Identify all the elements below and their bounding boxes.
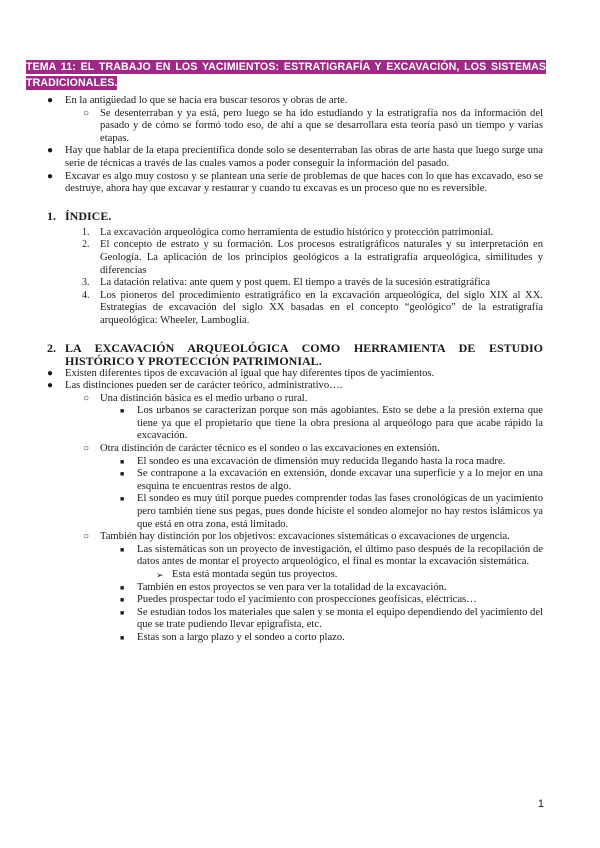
page-number: 1 — [537, 798, 544, 810]
list-item-text: Puedes prospectar todo el yacimiento con prospecciones geofísicas, eléctricas… — [137, 594, 477, 606]
index-item-text: El concepto de estrato y su formación. Los procesos estratigráficos naturales y su interpretación en Geología. La aplicación de los principios geológicos a la estratigrafía arqueológica, similitudes y diferencias — [100, 239, 543, 276]
bullet-marker: ● — [47, 380, 54, 392]
list-item — [156, 569, 543, 582]
section-heading-text: LA EXCAVACIÓN ARQUEOLÓGICA COMO HERRAMIENTA DE ESTUDIO HISTÓRICO Y PROTECCIÓN PATRIMONIAL. — [65, 340, 543, 368]
list-item-text: El sondeo es una excavación de dimensión muy reducida llegando hasta la roca madre. — [137, 455, 506, 467]
index-item-text: La excavación arqueológica como herramienta de estudio histórico y protección patrimonial. — [100, 226, 494, 238]
section-heading-excavation — [47, 340, 543, 368]
list-item-text: Las distinciones pueden ser de carácter teórico, administrativo…. — [65, 380, 343, 392]
index-number: 1. — [82, 226, 90, 238]
index-item — [82, 289, 543, 328]
square-marker: ■ — [120, 633, 125, 642]
square-marker: ■ — [120, 407, 125, 416]
list-item-text: Otra distinción de carácter técnico es el sondeo o las excavaciones en extensión. — [100, 443, 440, 455]
list-item — [120, 468, 543, 493]
list-item-text: Hay que hablar de la etapa precientífica donde solo se desenterraban las obras de arte hasta que luego surge una serie de técnicas a través de las cuales vamos a poder conseguir la información del pasado. — [65, 145, 543, 169]
square-marker: ■ — [120, 583, 125, 592]
page-title-text: TEMA 11: EL TRABAJO EN LOS YACIMIENTOS: ESTRATIGRAFÍA Y EXCAVACIÓN, LOS SISTEMAS TRADICIONALES. — [26, 61, 546, 89]
list-item-text: Existen diferentes tipos de excavación al igual que hay diferentes tipos de yacimientos. — [65, 367, 435, 379]
list-item-text: El sondeo es muy útil porque puedes comprender todas las fases cronológicas de un yacimiento pero también tiene sus pegas, pues donde hiciste el sondeo alomejor no hay restos islámicos ya que está en otra zona, está limitado. — [137, 493, 543, 530]
section-heading-index — [47, 208, 543, 223]
index-item-text: La datación relativa: ante quem y post quem. El tiempo a través de la sucesión estratigráfica — [100, 277, 491, 289]
list-item — [83, 443, 543, 456]
square-marker: ■ — [120, 596, 125, 605]
list-item — [47, 145, 543, 170]
section-heading-text: ÍNDICE. — [65, 208, 112, 223]
section-number: 2. — [47, 340, 56, 355]
list-item-text: Se contrapone a la excavación en extensión, donde excavar una superficie y a lo mejor en una esquina te encuentras restos de algo. — [137, 468, 543, 492]
list-item — [120, 543, 543, 569]
index-item — [82, 239, 543, 277]
list-item — [120, 606, 543, 632]
list-item-text: En la antigüedad lo que se hacía era buscar tesoros y obras de arte. — [65, 95, 348, 106]
circle-marker: ○ — [83, 392, 90, 404]
list-item — [120, 594, 543, 607]
square-marker: ■ — [120, 495, 125, 504]
list-item — [47, 380, 543, 393]
square-marker: ■ — [120, 457, 125, 466]
list-item — [47, 170, 543, 196]
bullet-marker: ● — [47, 95, 54, 106]
list-item-text: Excavar es algo muy costoso y se plantean una serie de problemas de que haces con lo que has excavado, eso se destruye, ahora hay que excavar y restaurar y cuando tu excavas es un proceso que no es reversible. — [65, 170, 543, 195]
list-item-text: También en estos proyectos se ven para ver la totalidad de la excavación. — [137, 581, 447, 593]
document-body — [0, 95, 600, 645]
index-number: 2. — [82, 239, 90, 251]
list-item — [47, 95, 543, 108]
list-item — [120, 493, 543, 531]
list-item-text: Los urbanos se caracterizan porque son más agobiantes. Esto se debe a la presión externa que tiene ya que el propietario que tiene la obra presiona al arqueólogo para que acabe rápido la excavación. — [137, 405, 543, 442]
list-item-text: Esta está montada según tus proyectos. — [172, 569, 338, 580]
list-item-text: Se desenterraban y ya está, pero luego se ha ido estudiando y la estratigrafía nos da información del pasado y de cómo se formó todo eso, de ahí a que se desarrollara esta teoría pasó un tiempo y varias etapas. — [100, 107, 543, 144]
list-item-text: Se estudian todos los materiales que salen y se monta el equipo dependiendo del yacimiento del que se trate pudiendo llevar epigrafista, etc. — [137, 606, 543, 631]
arrow-marker: ➢ — [156, 570, 164, 580]
list-item — [83, 531, 543, 544]
square-marker: ■ — [120, 545, 125, 554]
list-item — [47, 367, 543, 381]
index-item — [82, 226, 543, 240]
list-item-text: Las sistemáticas son un proyecto de investigación, el último paso después de la recopilación de datos antes de montar el proyecto arqueológico, el final es montar la excavación sistemática. — [137, 543, 543, 568]
square-marker: ■ — [120, 608, 125, 617]
index-item-text: Los pioneros del procedimiento estratigráfico en la excavación arqueológica, del siglo XIX al XX. Estrategias de excavación del siglo XX basadas en el concepto “geológico” de la estratigrafía arqueológica: Wheeler, Lamboglia. — [100, 289, 543, 326]
circle-marker: ○ — [83, 443, 90, 455]
list-item — [120, 631, 543, 645]
square-marker: ■ — [120, 470, 125, 479]
section-number: 1. — [47, 208, 56, 223]
list-item — [120, 455, 543, 469]
index-number: 4. — [82, 289, 90, 301]
list-item-text: También hay distinción por los objetivos: excavaciones sistemáticas o excavaciones de urgencia. — [100, 531, 510, 543]
list-item-text: Estas son a largo plazo y el sondeo a corto plazo. — [137, 631, 345, 643]
list-item-text: Una distinción básica es el medio urbano o rural. — [100, 392, 308, 404]
circle-marker: ○ — [83, 531, 90, 543]
index-item — [82, 277, 543, 290]
page-title — [26, 59, 546, 91]
circle-marker: ○ — [83, 107, 90, 119]
bullet-marker: ● — [47, 145, 54, 157]
bullet-marker: ● — [47, 170, 54, 182]
list-item — [83, 107, 543, 146]
bullet-marker: ● — [47, 367, 54, 379]
list-item — [120, 581, 543, 595]
list-item — [83, 392, 543, 406]
index-number: 3. — [82, 277, 90, 289]
list-item — [120, 405, 543, 443]
